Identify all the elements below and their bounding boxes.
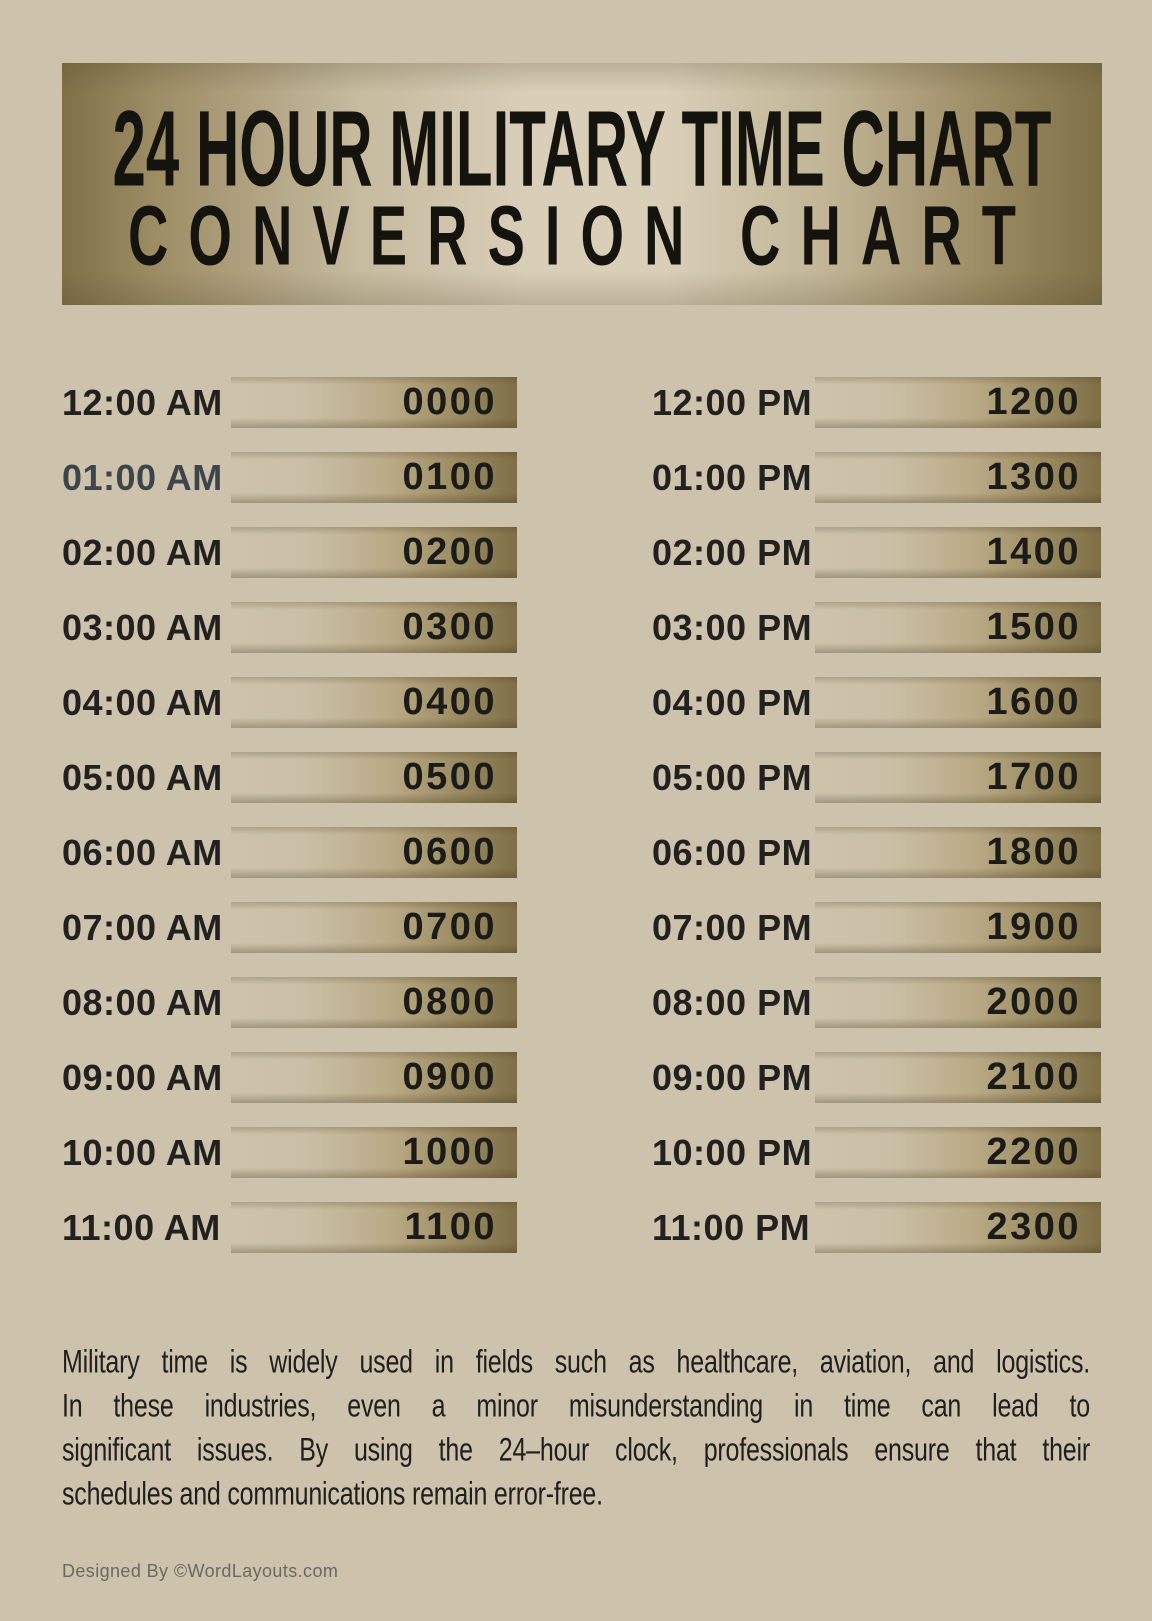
military-time-chip <box>231 827 517 878</box>
military-time-value: 1200 <box>986 381 1081 423</box>
clock-time-label: 08:00 AM <box>62 981 223 1023</box>
military-time-value: 0300 <box>402 606 497 648</box>
description-paragraph <box>62 1340 1090 1516</box>
clock-time-label: 10:00 AM <box>62 1131 223 1173</box>
header-banner <box>62 63 1102 305</box>
clock-time-label: 06:00 AM <box>62 831 223 873</box>
military-time-value: 2200 <box>986 1131 1081 1173</box>
description-line: significant issues. By using the 24–hour clock, professionals ensure that their <box>62 1431 1090 1469</box>
military-time-chip <box>815 977 1101 1028</box>
table-row <box>62 377 517 428</box>
clock-time-label: 11:00 AM <box>62 1206 221 1248</box>
military-time-chip <box>231 677 517 728</box>
am-column <box>62 377 517 1253</box>
table-row <box>652 452 1101 503</box>
military-time-chip <box>231 1202 517 1253</box>
military-time-chip <box>815 1127 1101 1178</box>
military-time-value: 0200 <box>402 531 497 573</box>
conversion-table <box>62 377 1101 1253</box>
military-time-chip <box>231 452 517 503</box>
military-time-value: 1900 <box>986 906 1081 948</box>
military-time-chip <box>231 902 517 953</box>
table-row <box>62 827 517 878</box>
military-time-chip <box>231 377 517 428</box>
clock-time-label: 02:00 AM <box>62 531 223 573</box>
clock-time-label: 02:00 PM <box>652 531 813 573</box>
military-time-chip <box>815 827 1101 878</box>
table-row <box>62 527 517 578</box>
table-row <box>62 602 517 653</box>
table-row <box>652 602 1101 653</box>
table-row <box>652 752 1101 803</box>
clock-time-label: 03:00 AM <box>62 606 223 648</box>
military-time-value: 0400 <box>402 681 497 723</box>
clock-time-label: 01:00 AM <box>62 456 223 498</box>
military-time-chip <box>815 1202 1101 1253</box>
table-row <box>652 1127 1101 1178</box>
military-time-chip <box>231 602 517 653</box>
military-time-value: 0800 <box>402 981 497 1023</box>
table-row <box>652 1052 1101 1103</box>
military-time-value: 0600 <box>402 831 497 873</box>
table-row <box>62 452 517 503</box>
table-row <box>652 902 1101 953</box>
military-time-value: 2300 <box>986 1206 1081 1248</box>
table-row <box>62 1052 517 1103</box>
clock-time-label: 04:00 PM <box>652 681 813 723</box>
military-time-value: 1600 <box>986 681 1081 723</box>
military-time-value: 1800 <box>986 831 1081 873</box>
military-time-value: 1000 <box>402 1131 497 1173</box>
page-subtitle: CONVERSION CHART <box>127 187 1037 283</box>
military-time-chip <box>815 602 1101 653</box>
clock-time-label: 12:00 AM <box>62 381 223 423</box>
clock-time-label: 03:00 PM <box>652 606 813 648</box>
military-time-chip <box>815 677 1101 728</box>
designer-credit: Designed By ©WordLayouts.com <box>62 1561 339 1581</box>
page-title: 24 HOUR MILITARY TIME CHART <box>112 88 1052 209</box>
military-time-value: 1300 <box>986 456 1081 498</box>
clock-time-label: 09:00 AM <box>62 1056 223 1098</box>
table-row <box>62 977 517 1028</box>
clock-time-label: 05:00 AM <box>62 756 223 798</box>
description-line: In these industries, even a minor misunderstanding in time can lead to <box>62 1387 1090 1425</box>
table-row <box>62 752 517 803</box>
military-time-chip <box>815 1052 1101 1103</box>
table-row <box>62 677 517 728</box>
military-time-chip <box>231 1052 517 1103</box>
pm-column <box>652 377 1101 1253</box>
military-time-chip <box>815 527 1101 578</box>
clock-time-label: 06:00 PM <box>652 831 813 873</box>
description-line: schedules and communications remain error-free. <box>62 1475 603 1513</box>
military-time-chip <box>231 752 517 803</box>
table-row <box>652 377 1101 428</box>
description-line: Military time is widely used in fields such as healthcare, aviation, and logistics. <box>62 1343 1090 1381</box>
military-time-value: 0000 <box>402 381 497 423</box>
military-time-chip <box>231 527 517 578</box>
clock-time-label: 04:00 AM <box>62 681 223 723</box>
military-time-chip <box>231 977 517 1028</box>
clock-time-label: 07:00 AM <box>62 906 223 948</box>
military-time-value: 1500 <box>986 606 1081 648</box>
military-time-value: 2000 <box>986 981 1081 1023</box>
clock-time-label: 05:00 PM <box>652 756 813 798</box>
military-time-chip <box>231 1127 517 1178</box>
military-time-value: 0100 <box>402 456 497 498</box>
military-time-value: 1700 <box>986 756 1081 798</box>
military-time-chip <box>815 377 1101 428</box>
clock-time-label: 10:00 PM <box>652 1131 813 1173</box>
table-row <box>62 1127 517 1178</box>
clock-time-label: 08:00 PM <box>652 981 813 1023</box>
clock-time-label: 07:00 PM <box>652 906 813 948</box>
military-time-value: 2100 <box>986 1056 1081 1098</box>
military-time-chip <box>815 902 1101 953</box>
table-row <box>652 677 1101 728</box>
table-row <box>652 527 1101 578</box>
table-row <box>652 827 1101 878</box>
table-row <box>62 902 517 953</box>
table-row <box>652 1202 1101 1253</box>
military-time-value: 1100 <box>404 1206 497 1248</box>
military-time-value: 1400 <box>986 531 1081 573</box>
military-time-value: 0900 <box>402 1056 497 1098</box>
clock-time-label: 12:00 PM <box>652 381 813 423</box>
table-row <box>62 1202 517 1253</box>
clock-time-label: 09:00 PM <box>652 1056 813 1098</box>
military-time-chip <box>815 752 1101 803</box>
military-time-value: 0500 <box>402 756 497 798</box>
clock-time-label: 01:00 PM <box>652 456 813 498</box>
table-row <box>652 977 1101 1028</box>
military-time-chip <box>815 452 1101 503</box>
clock-time-label: 11:00 PM <box>652 1206 811 1248</box>
military-time-value: 0700 <box>402 906 497 948</box>
